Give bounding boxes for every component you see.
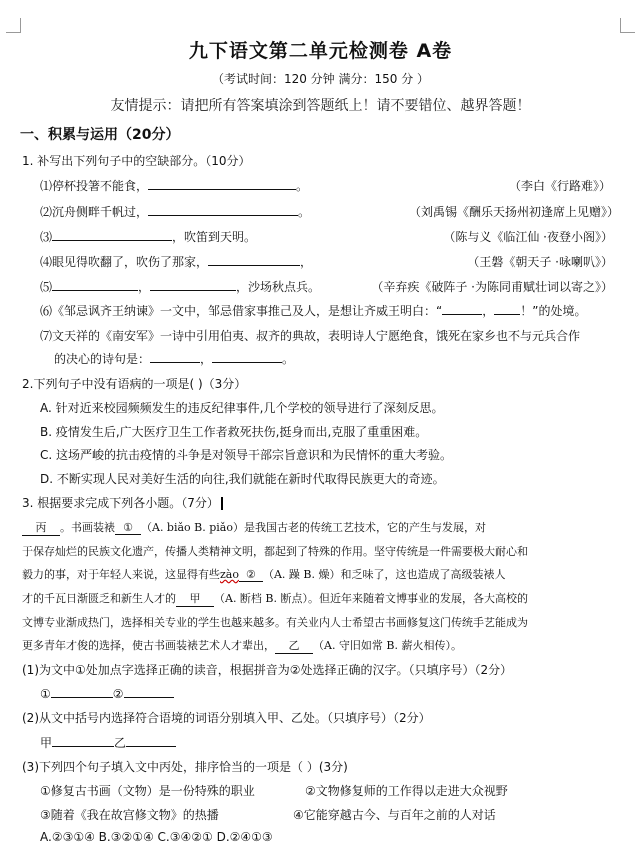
q3-para-l3d: （A. 躁 B. 燥）和乏味了，这也造成了高级装裱人 <box>262 568 506 581</box>
blank-2[interactable]: ② <box>239 568 263 582</box>
exam-info: （考试时间：120 分钟 满分：150 分 ） <box>211 72 430 86</box>
q1-item-7-line2 <box>54 350 294 367</box>
q3-sub2-answers <box>40 734 176 751</box>
q1-item-1-source: （李白《行路难》） <box>508 179 611 193</box>
q1-item-5-text: ⑸ <box>40 280 53 294</box>
q1-item-5 <box>40 278 320 295</box>
q1-item-3 <box>40 228 256 245</box>
q1-item-6-text-b: ， <box>482 304 495 318</box>
q3-sub1: (1)为文中①处加点字选择正确的读音，根据拼音为②处选择正确的汉字。（只填序号）（2分） <box>22 663 513 677</box>
q3-para-l6a: 更多青年才俊的选择，使古书画装裱艺术人才辈出， <box>22 639 275 652</box>
q3-sentence-4: ④它能穿越古今、与百年之前的人对话 <box>293 808 496 822</box>
q3-sub3: (3)下列四个句子填入文中丙处，排序恰当的一项是（ ）(3分) <box>22 760 348 774</box>
q3-para-l1d: （A. biǎo B. piǎo）是我国古老的传统工艺技术，它的产生与发展，对 <box>141 521 486 534</box>
blank-bing[interactable]: 丙 <box>22 519 60 536</box>
q3-para-l4c: （A. 断档 B. 断点）。但近年来随着文博事业的发展，各大高校的 <box>214 592 529 605</box>
q1-item-4 <box>40 253 312 270</box>
pinyin-zao: zào <box>220 568 239 581</box>
answer-blank[interactable] <box>148 177 296 190</box>
answer-blank[interactable] <box>124 685 174 698</box>
label-1: ① <box>40 687 51 701</box>
q3-para-line4 <box>22 590 528 607</box>
q3-choices[interactable]: A.②③①④ B.③②①④ C.③④②① D.②④①③ <box>40 830 273 844</box>
label-yi: 乙 <box>114 736 127 750</box>
q1-item-3-source: （陈与义《临江仙 ·夜登小阁》） <box>443 230 613 244</box>
q2-option-c[interactable]: C. 这场严峻的抗击疫情的斗争是对领导干部宗旨意识和为民情怀的重大考验。 <box>40 448 453 462</box>
page-corner-mark-left <box>6 18 21 33</box>
answer-blank[interactable] <box>52 734 114 747</box>
q1-item-7-text-b: ， <box>200 352 213 366</box>
answer-blank[interactable] <box>51 685 113 698</box>
answer-blank[interactable] <box>150 278 236 291</box>
q1-item-3-post: ，吹笛到天明。 <box>172 230 257 244</box>
q3-para-l1b: 。书画装裱 <box>60 521 115 534</box>
answer-blank[interactable] <box>494 302 520 315</box>
answer-blank[interactable] <box>208 253 300 266</box>
q2-option-a[interactable]: A. 针对近来校园频频发生的违反纪律事件,几个学校的领导进行了深刻反思。 <box>40 401 444 415</box>
answer-blank[interactable] <box>126 734 176 747</box>
page-title: 九下语文第二单元检测卷 A卷 <box>188 40 453 62</box>
q1-item-2 <box>40 203 310 220</box>
answer-blank[interactable] <box>150 350 200 363</box>
q1-stem: 1. 补写出下列句子中的空缺部分。（10分） <box>22 154 251 168</box>
section-heading: 一、积累与运用（20分） <box>20 127 180 143</box>
label-2: ② <box>112 687 124 701</box>
q2-option-d[interactable]: D. 不断实现人民对美好生活的向往,我们就能在新时代取得民族更大的奇迹。 <box>40 472 445 486</box>
q1-item-3-text: ⑶ <box>40 230 53 244</box>
q3-para-l4a: 才的千瓦日渐匮乏和新生人才的 <box>22 592 176 605</box>
q3-sentence-3: ③随着《我在故宫修文物》的热播 <box>40 808 219 822</box>
q3-para-l6c: （A. 守旧如常 B. 薪火相传）。 <box>313 639 463 652</box>
q3-para-line6 <box>22 637 462 654</box>
text-cursor <box>221 497 223 510</box>
label-jia: 甲 <box>40 736 53 750</box>
friendly-tip: 友情提示：请把所有答案填涂到答题纸上！请不要错位、越界答题！ <box>110 98 531 114</box>
q1-item-4-text: ⑷眼见得吹翻了，吹伤了那家， <box>40 255 209 269</box>
q1-item-5-post: ，沙场秋点兵。 <box>236 280 321 294</box>
q1-item-4-source: （王磐《朝天子 ·咏喇叭》） <box>467 255 613 269</box>
q1-item-7-line1: ⑺文天祥的《南安军》一诗中引用伯夷、叔齐的典故，表明诗人宁愿绝食，饿死在家乡也不与元兵合作 <box>40 329 581 343</box>
blank-1[interactable]: ① <box>115 521 141 535</box>
q1-item-6-text-c: ！”的处境。 <box>520 304 587 318</box>
q1-item-6-text-a: ⑹《邹忌讽齐王纳谏》一文中，邹忌借家事推己及人，是想让齐威王明白：“ <box>40 304 443 318</box>
q1-item-5-source: （辛弃疾《破阵子 ·为陈同甫赋壮词以寄之》） <box>371 280 613 294</box>
q1-item-2-text: ⑵沉舟侧畔千帆过， <box>40 205 149 219</box>
q3-sentence-1: ①修复古书画（文物）是一份特殊的职业 <box>40 784 255 798</box>
q3-para-line1 <box>22 519 486 536</box>
q3-sub1-answers <box>40 685 174 701</box>
q1-item-2-post: 。 <box>298 205 311 219</box>
blank-yi[interactable]: 乙 <box>275 637 313 654</box>
answer-blank[interactable] <box>212 350 282 363</box>
blank-jia[interactable]: 甲 <box>176 590 214 607</box>
q1-item-7-text-a: 的决心的诗句是： <box>54 352 151 366</box>
q2-stem: 2.下列句子中没有语病的一项是( )（3分） <box>22 377 247 391</box>
q1-item-2-source: （刘禹锡《酬乐天扬州初逢席上见赠》） <box>408 205 619 219</box>
q2-option-b[interactable]: B. 疫情发生后,广大医疗卫生工作者救死扶伤,挺身而出,克服了重重困难。 <box>40 425 428 439</box>
q1-item-6 <box>40 302 586 319</box>
answer-blank[interactable] <box>442 302 482 315</box>
q3-sub2: (2)从文中括号内选择符合语境的词语分别填入甲、乙处。（只填序号）（2分） <box>22 711 431 725</box>
q1-item-1 <box>40 177 308 194</box>
answer-blank[interactable] <box>52 228 172 241</box>
q3-para-line3 <box>22 566 506 582</box>
q3-para-line2: 于保存灿烂的民族文化遗产，传播人类精神文明，都起到了特殊的作用。坚守传统是一件需要极大耐心和 <box>22 545 528 558</box>
q3-para-l3a: 毅力的事，对于年轻人来说，这显得有些 <box>22 568 220 581</box>
q3-sentence-2: ②文物修复师的工作得以走进大众视野 <box>305 784 508 798</box>
q3-stem-text: 3. 根据要求完成下列各小题。（7分） <box>22 496 219 510</box>
answer-blank[interactable] <box>148 203 298 216</box>
q1-item-1-text: ⑴停杯投箸不能食， <box>40 179 149 193</box>
q1-item-4-post: ， <box>300 255 313 269</box>
answer-blank[interactable] <box>52 278 138 291</box>
q3-para-line5: 文博专业渐成热门，选择相关专业的学生也越来越多。有关业内人士希望古书画修复这门传统手艺能成为 <box>22 616 528 629</box>
page-corner-mark-right <box>620 18 635 33</box>
q1-item-7-text-c: 。 <box>282 352 295 366</box>
q1-item-5-mid: ， <box>138 280 151 294</box>
q3-stem <box>22 494 223 511</box>
q1-item-1-post: 。 <box>296 179 309 193</box>
